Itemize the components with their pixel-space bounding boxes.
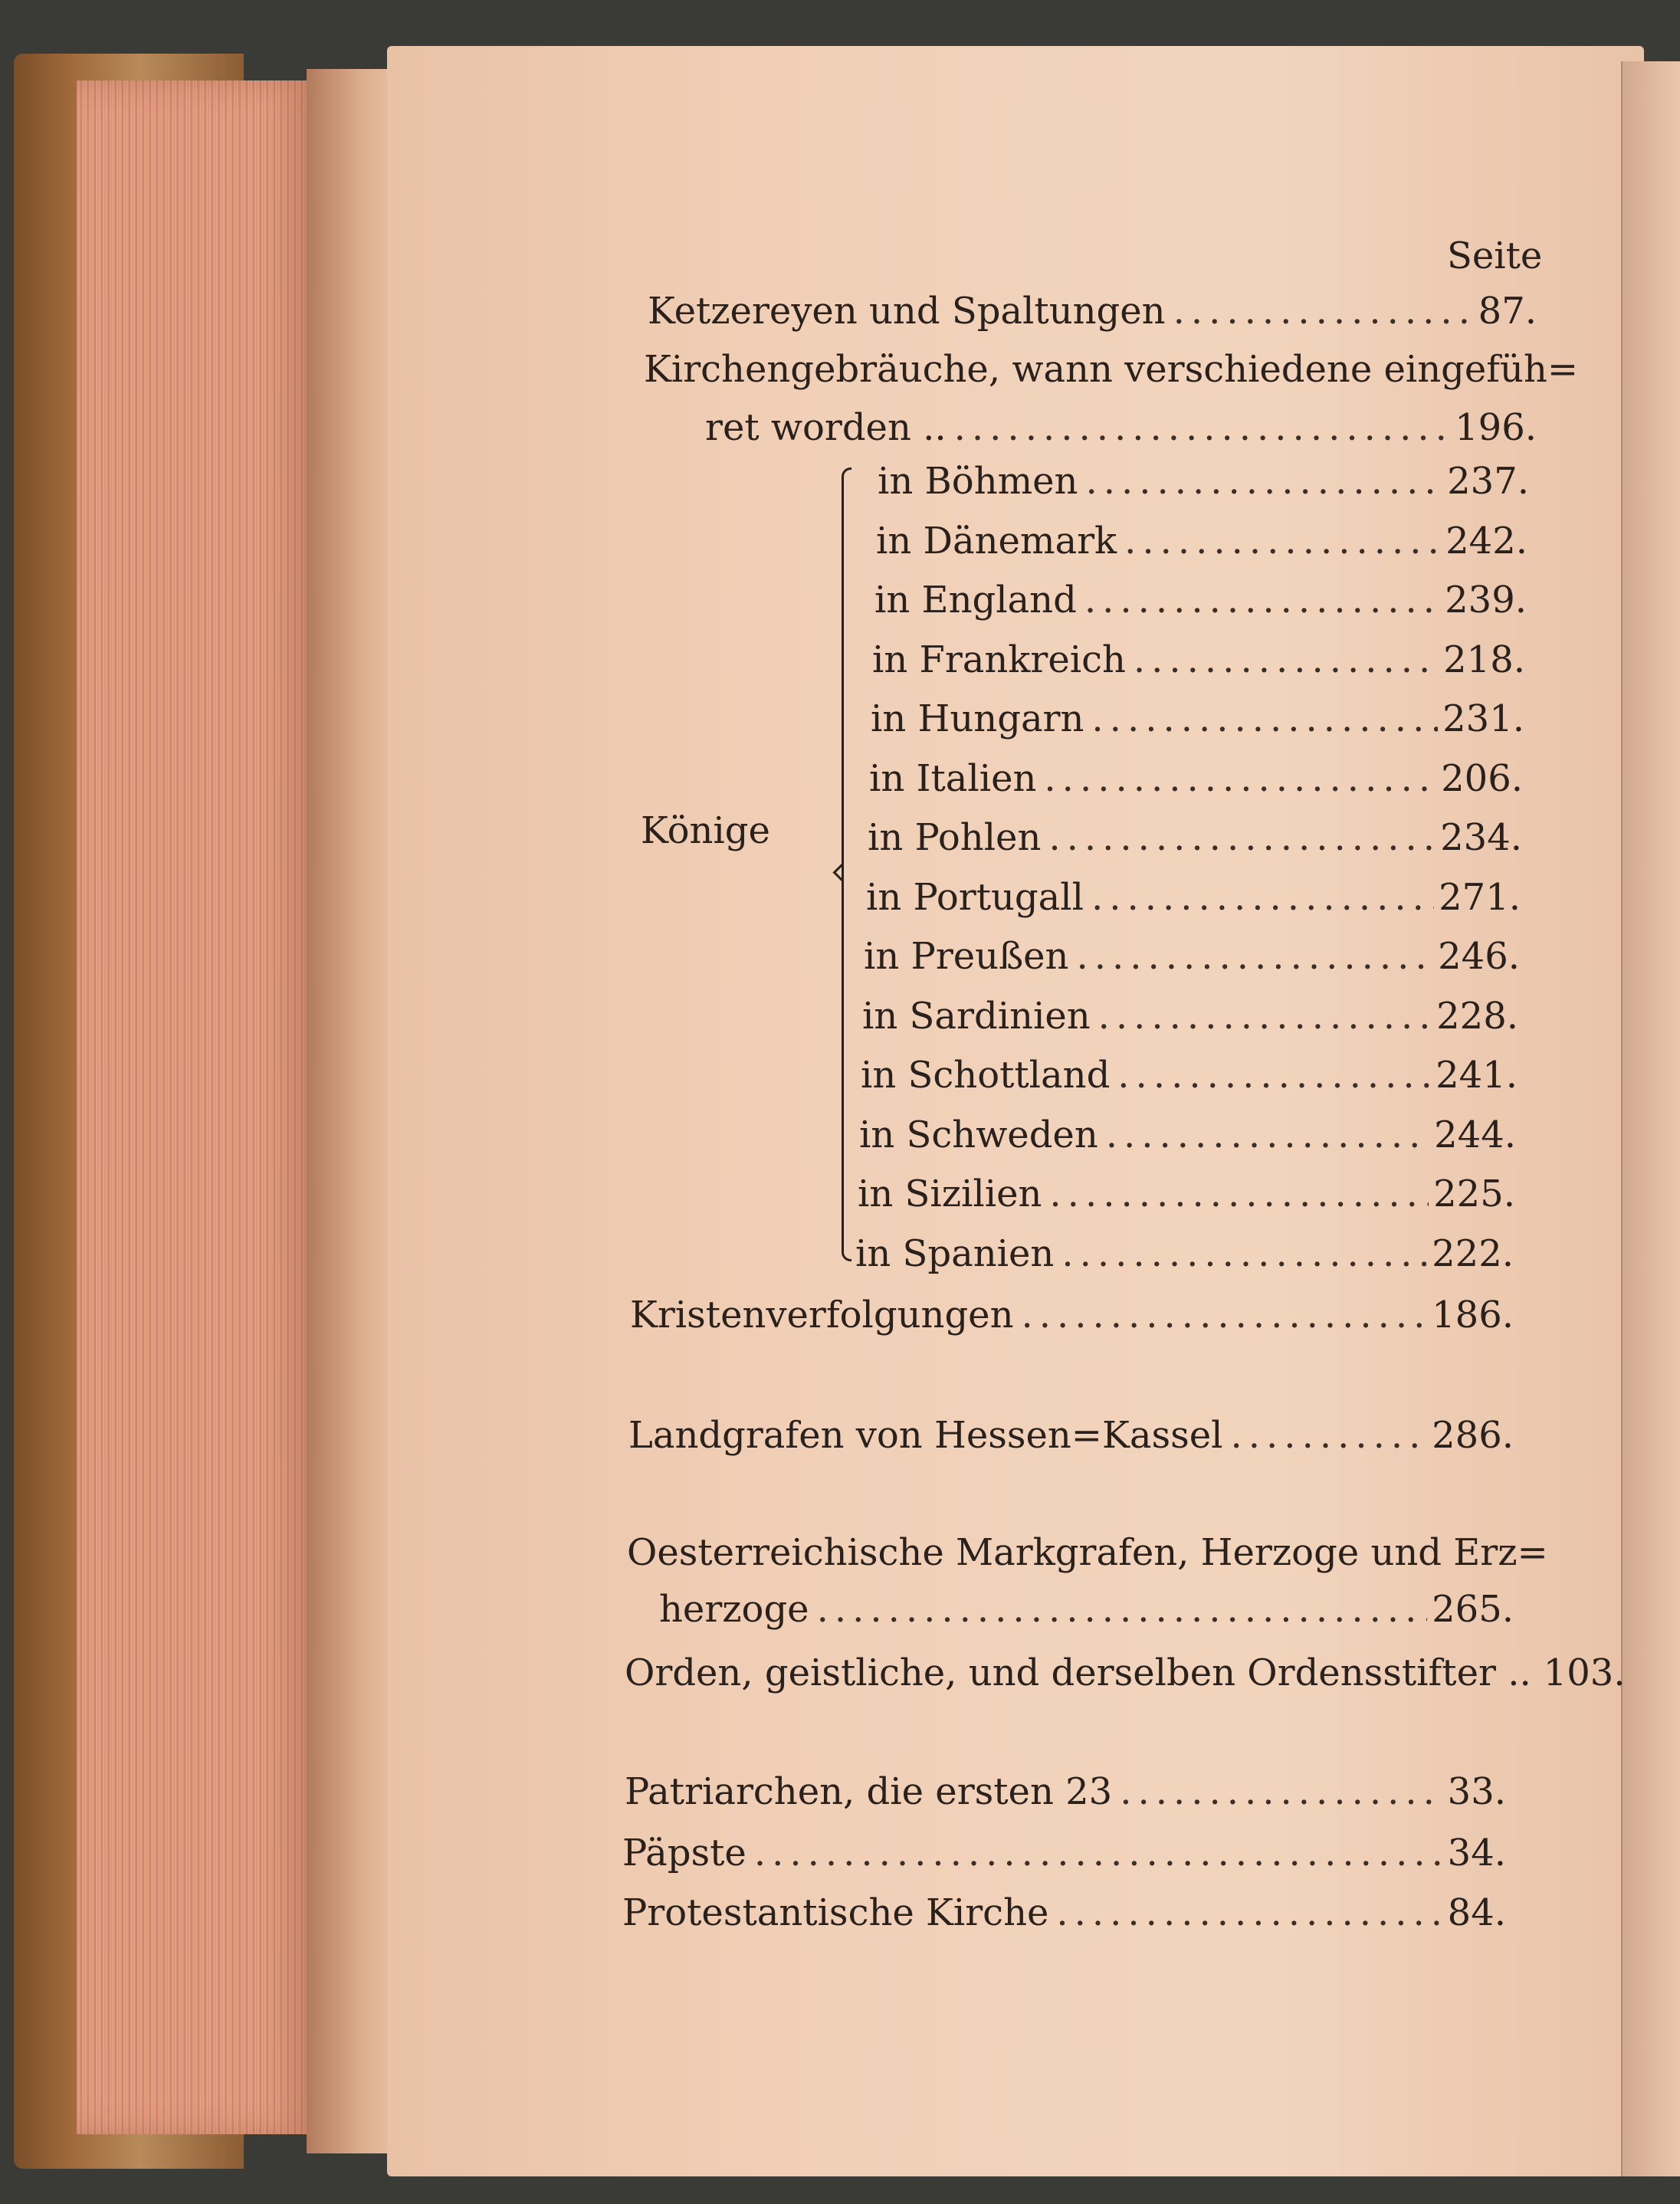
- entry-page: 286.: [1432, 1414, 1514, 1457]
- entry-label: Landgrafen von Hessen=Kassel: [628, 1414, 1223, 1457]
- koenige-entry: [855, 1232, 1514, 1275]
- entry-page: 103.: [1543, 1651, 1626, 1694]
- entry-label: in Schottland: [861, 1054, 1111, 1097]
- leader-dots: [1117, 1054, 1431, 1097]
- leader-dots: [1091, 876, 1434, 919]
- entry-label: herzoge: [659, 1588, 809, 1631]
- leader-dots: [1084, 579, 1440, 622]
- entry-page: 239.: [1445, 579, 1527, 622]
- entry-page: 246.: [1438, 935, 1520, 978]
- koenige-entry: [876, 520, 1527, 562]
- entry-label: ret worden ..: [705, 406, 947, 449]
- leader-dots: [1076, 935, 1433, 978]
- index-entry: [705, 406, 1537, 449]
- index-entry: [659, 1588, 1514, 1631]
- entry-label: Orden, geistliche, und derselben Ordensstifter ..: [625, 1651, 1531, 1694]
- koenige-entry: [871, 697, 1524, 740]
- entry-label-line1: Kirchengebräuche, wann verschiedene eingefüh=: [644, 348, 1579, 391]
- entry-page: 34.: [1447, 1832, 1506, 1874]
- koenige-entry: [878, 460, 1529, 503]
- leader-dots: [1120, 1770, 1442, 1813]
- index-entry: [628, 1414, 1514, 1457]
- entry-label: Patriarchen, die ersten 23: [625, 1770, 1113, 1813]
- index-entry: [622, 1832, 1506, 1874]
- leader-dots: [1098, 995, 1432, 1038]
- index-entry: [648, 290, 1537, 333]
- entry-label: in Böhmen: [878, 460, 1078, 503]
- leader-dots: [1091, 697, 1438, 740]
- entry-page: 225.: [1433, 1173, 1515, 1215]
- entry-label: in Preußen: [864, 935, 1069, 978]
- koenige-entry: [869, 757, 1523, 800]
- entry-label: in Portugall: [866, 875, 1084, 919]
- entry-page: 196.: [1455, 406, 1537, 449]
- entry-page: 271.: [1439, 875, 1521, 919]
- entry-label: Ketzereyen und Spaltungen: [648, 290, 1166, 333]
- entry-label: in Pohlen: [868, 816, 1042, 859]
- leader-dots: [1061, 1232, 1427, 1275]
- koenige-entry: [859, 1113, 1516, 1156]
- entry-label: Protestantische Kirche: [622, 1891, 1049, 1934]
- leader-dots: [1044, 757, 1436, 800]
- leader-dots: [1049, 1173, 1429, 1215]
- leader-dots: [1231, 1414, 1428, 1457]
- leader-dots: [1085, 460, 1442, 503]
- entry-label: in Schweden: [859, 1113, 1098, 1156]
- leader-dots: [754, 1832, 1443, 1874]
- leader-dots: [1106, 1113, 1429, 1156]
- index-entry: [625, 1651, 1626, 1694]
- entry-page: 87.: [1478, 290, 1537, 333]
- index-entry: [622, 1891, 1506, 1934]
- koenige-entry: [861, 1054, 1518, 1097]
- entry-label: in Dänemark: [876, 519, 1117, 562]
- leader-dots: [1173, 290, 1474, 333]
- leader-dots: [954, 406, 1450, 449]
- koenige-entry: [862, 995, 1518, 1038]
- entry-label: in Sizilien: [858, 1173, 1042, 1215]
- entry-label-line1: Oesterreichische Markgrafen, Herzoge und Erz=: [627, 1531, 1548, 1574]
- entry-label: in Hungarn: [871, 697, 1084, 740]
- entry-page: 244.: [1434, 1113, 1516, 1156]
- koenige-label: Könige: [641, 809, 770, 852]
- leader-dots: [1021, 1294, 1427, 1337]
- index-entry: [630, 1294, 1514, 1337]
- leader-dots: [817, 1588, 1428, 1631]
- entry-page: 234.: [1440, 816, 1522, 859]
- koenige-entry: [868, 816, 1522, 859]
- entry-page: 265.: [1432, 1588, 1514, 1631]
- entry-label: in Spanien: [855, 1232, 1055, 1275]
- entry-page: 218.: [1443, 638, 1525, 681]
- entry-page: 241.: [1436, 1054, 1518, 1097]
- entry-page: 231.: [1442, 697, 1524, 740]
- entry-page: 228.: [1436, 994, 1518, 1038]
- koenige-entry: [858, 1173, 1515, 1215]
- entry-label: in England: [874, 579, 1077, 622]
- entry-label: Kristenverfolgungen: [630, 1294, 1014, 1337]
- koenige-entry: [872, 638, 1525, 681]
- leader-dots: [1124, 520, 1441, 562]
- entry-page: 206.: [1441, 756, 1523, 800]
- koenige-entry: [864, 935, 1520, 978]
- index-entry: [625, 1770, 1506, 1813]
- entry-label: in Sardinien: [862, 994, 1091, 1038]
- entry-page: 33.: [1447, 1770, 1506, 1813]
- koenige-entry: [874, 579, 1527, 622]
- entry-label: in Italien: [869, 756, 1037, 800]
- entry-page: 242.: [1445, 519, 1527, 562]
- entry-page: 222.: [1432, 1232, 1514, 1275]
- leader-dots: [1134, 638, 1439, 681]
- leader-dots: [1056, 1891, 1442, 1934]
- koenige-entry: [866, 876, 1521, 919]
- entry-page: 186.: [1432, 1294, 1514, 1337]
- leader-dots: [1048, 816, 1436, 859]
- entry-page: 237.: [1447, 460, 1529, 503]
- seite-header: Seite: [1447, 235, 1543, 277]
- entry-page: 84.: [1447, 1891, 1506, 1934]
- entry-label: in Frankreich: [872, 638, 1126, 681]
- entry-label: Päpste: [622, 1832, 746, 1874]
